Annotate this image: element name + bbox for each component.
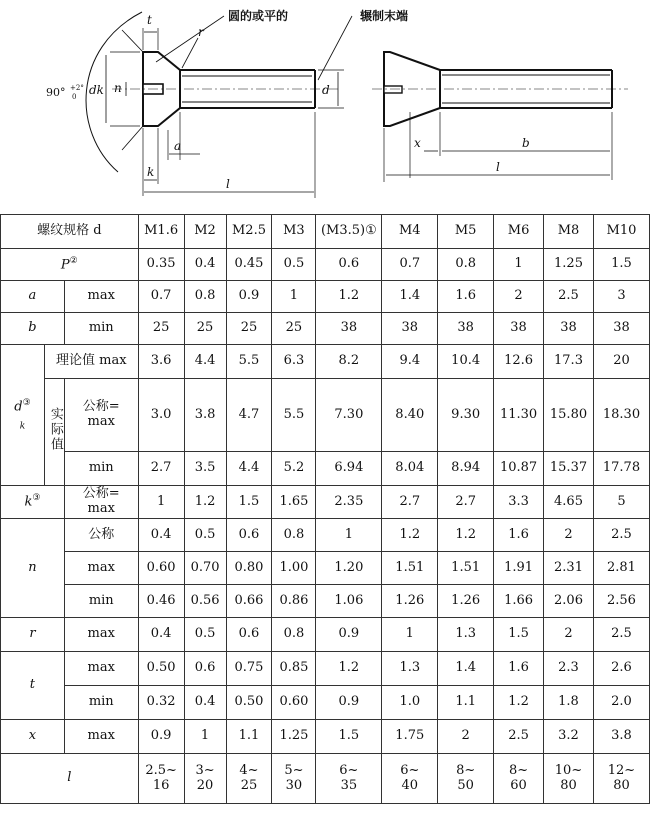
value-cell: 1.51: [382, 552, 438, 585]
value-cell: 20: [593, 345, 649, 379]
value-cell: 1.2: [438, 519, 494, 552]
value-cell: 0.6: [184, 652, 226, 686]
value-cell: 2: [544, 519, 594, 552]
value-cell: 17.78: [593, 452, 649, 486]
value-cell: 1.2: [316, 652, 382, 686]
value-cell: 1.51: [438, 552, 494, 585]
value-cell: 0.50: [226, 686, 272, 720]
value-cell: 2.81: [593, 552, 649, 585]
size-header-cell: M1.6: [138, 215, 184, 249]
b-row: [1, 313, 650, 345]
value-cell: 4.7: [226, 379, 272, 452]
value-cell: 3.6: [138, 345, 184, 379]
n-row-0: [1, 519, 650, 552]
value-cell: 1.66: [494, 585, 544, 618]
value-cell: 1.2: [184, 486, 226, 519]
value-cell: 0.85: [272, 652, 316, 686]
n-label-cell: n: [1, 519, 65, 618]
n-qual-cell: 公称: [64, 519, 138, 552]
dim-k-label: k: [147, 165, 155, 179]
value-cell: 3.3: [494, 486, 544, 519]
t-qual-cell: max: [64, 652, 138, 686]
dk-nominal-row: [1, 379, 650, 418]
value-cell: 10.4: [438, 345, 494, 379]
value-cell: 1: [138, 486, 184, 519]
t-row-0: [1, 652, 650, 686]
round-or-flat-label: 圆的或平的: [228, 9, 289, 23]
value-cell: 0.8: [438, 249, 494, 281]
b-qual-cell: min: [64, 313, 138, 345]
value-cell: 1.3: [382, 652, 438, 686]
value-cell: 15.37: [544, 452, 594, 486]
dk-actual-label-cell: 实际值: [44, 379, 64, 486]
size-header-cell: M10: [593, 215, 649, 249]
value-cell: 0.9: [316, 618, 382, 652]
l-range-cell: 5~ 30: [272, 754, 316, 804]
value-cell: 1.5: [593, 249, 649, 281]
value-cell: 9.4: [382, 345, 438, 379]
value-cell: 2.31: [544, 552, 594, 585]
a-label-cell: a: [1, 281, 65, 313]
value-cell: 2.7: [438, 486, 494, 519]
value-cell: 2: [494, 281, 544, 313]
value-cell: 1.6: [494, 519, 544, 552]
value-cell: 1.1: [438, 686, 494, 720]
value-cell: 38: [593, 313, 649, 345]
value-cell: 3.5: [184, 452, 226, 486]
value-cell: 3.8: [184, 379, 226, 452]
value-cell: 9.30: [438, 379, 494, 452]
value-cell: 15.80: [544, 379, 594, 452]
a-row: [1, 281, 650, 313]
value-cell: 2.0: [593, 686, 649, 720]
value-cell: 0.4: [184, 249, 226, 281]
r-row: [1, 618, 650, 652]
n-row-2: [1, 585, 650, 618]
dk-label-cell: d③ $_k$: [1, 345, 45, 486]
screw-technical-drawing: [0, 0, 650, 212]
l-range-cell: 3~ 20: [184, 754, 226, 804]
value-cell: 0.9: [226, 281, 272, 313]
value-cell: 0.6: [316, 249, 382, 281]
value-cell: 0.7: [138, 281, 184, 313]
dk-theory-label-cell: 理论值 max: [44, 345, 138, 379]
value-cell: 1.5: [494, 618, 544, 652]
value-cell: 2: [544, 618, 594, 652]
value-cell: 2.6: [593, 652, 649, 686]
value-cell: 2.5: [593, 618, 649, 652]
value-cell: 17.3: [544, 345, 594, 379]
value-cell: 0.60: [272, 686, 316, 720]
l-range-cell: 6~ 40: [382, 754, 438, 804]
value-cell: 1.4: [382, 281, 438, 313]
value-cell: 5.5: [226, 345, 272, 379]
value-cell: 2: [438, 720, 494, 754]
l-range-cell: 12~ 80: [593, 754, 649, 804]
value-cell: 0.4: [138, 519, 184, 552]
size-header-cell: M5: [438, 215, 494, 249]
value-cell: 3.2: [544, 720, 594, 754]
value-cell: 2.35: [316, 486, 382, 519]
x-row: [1, 720, 650, 754]
l-label-cell: l: [1, 754, 139, 804]
value-cell: 1.8: [544, 686, 594, 720]
value-cell: 10.87: [494, 452, 544, 486]
l-row: [1, 754, 650, 804]
value-cell: 4.4: [184, 345, 226, 379]
dim-t-label: t: [147, 13, 152, 27]
rolled-end-label: 辗制末端: [360, 9, 409, 23]
value-cell: 4.4: [226, 452, 272, 486]
value-cell: 38: [316, 313, 382, 345]
value-cell: 0.9: [316, 686, 382, 720]
value-cell: 5.5: [272, 379, 316, 452]
dk-min-row: [1, 452, 650, 486]
value-cell: 5: [593, 486, 649, 519]
value-cell: 0.6: [226, 618, 272, 652]
k-label-cell: k③: [1, 486, 65, 519]
value-cell: 1.5: [226, 486, 272, 519]
l-range-cell: 4~ 25: [226, 754, 272, 804]
value-cell: 2.7: [138, 452, 184, 486]
value-cell: 1.2: [316, 281, 382, 313]
value-cell: 0.56: [184, 585, 226, 618]
t-label-cell: t: [1, 652, 65, 720]
value-cell: 1.6: [494, 652, 544, 686]
a-qual-cell: max: [64, 281, 138, 313]
value-cell: 0.32: [138, 686, 184, 720]
angle-tol-plus: +2°: [70, 84, 84, 92]
value-cell: 0.35: [138, 249, 184, 281]
l-range-cell: 8~ 60: [494, 754, 544, 804]
value-cell: 3.8: [593, 720, 649, 754]
value-cell: 1.26: [382, 585, 438, 618]
value-cell: 1.5: [316, 720, 382, 754]
value-cell: 0.8: [184, 281, 226, 313]
value-cell: 1.06: [316, 585, 382, 618]
k-row: [1, 486, 650, 519]
value-cell: 0.4: [138, 618, 184, 652]
r-qual-cell: max: [64, 618, 138, 652]
value-cell: 0.4: [184, 686, 226, 720]
screw-side-view: [372, 52, 628, 182]
value-cell: 1.0: [382, 686, 438, 720]
value-cell: 1.2: [494, 686, 544, 720]
header-row: [1, 215, 650, 249]
value-cell: 1.75: [382, 720, 438, 754]
value-cell: 0.86: [272, 585, 316, 618]
value-cell: 25: [184, 313, 226, 345]
dk-min-label-cell: min: [64, 452, 138, 486]
size-header-cell: M4: [382, 215, 438, 249]
l-range-cell: 2.5~ 16: [138, 754, 184, 804]
screw-main-view: [86, 12, 352, 198]
value-cell: 1.1: [226, 720, 272, 754]
header-label-cell: 螺纹规格 d: [1, 215, 139, 249]
size-header-cell: M2.5: [226, 215, 272, 249]
x-label-cell: x: [1, 720, 65, 754]
value-cell: 1.3: [438, 618, 494, 652]
value-cell: 1.4: [438, 652, 494, 686]
value-cell: 3.0: [138, 379, 184, 452]
value-cell: 4.65: [544, 486, 594, 519]
size-header-cell: M3: [272, 215, 316, 249]
value-cell: 1.26: [438, 585, 494, 618]
dim-d-label: d: [322, 83, 330, 97]
value-cell: 0.5: [272, 249, 316, 281]
value-cell: 1.65: [272, 486, 316, 519]
dim-x-label: x: [414, 136, 421, 150]
value-cell: 2.5: [593, 519, 649, 552]
value-cell: 0.8: [272, 519, 316, 552]
value-cell: 2.56: [593, 585, 649, 618]
l-range-cell: 8~ 50: [438, 754, 494, 804]
value-cell: 0.7: [382, 249, 438, 281]
dim-b-label: b: [522, 136, 530, 150]
value-cell: 2.06: [544, 585, 594, 618]
dim-n-label: n: [114, 81, 122, 95]
value-cell: 1.2: [382, 519, 438, 552]
size-header-cell: M8: [544, 215, 594, 249]
angle-tol-zero: 0: [72, 93, 77, 101]
dk-nominal-label-cell: 公称= max: [64, 379, 138, 452]
dim-l-label: l: [226, 177, 230, 191]
value-cell: 0.70: [184, 552, 226, 585]
value-cell: 3: [593, 281, 649, 313]
pitch-label-cell: P②: [1, 249, 139, 281]
value-cell: 12.6: [494, 345, 544, 379]
angle-label: 90°: [46, 86, 66, 99]
spec-table: [0, 214, 650, 804]
t-qual-cell: min: [64, 686, 138, 720]
value-cell: 8.40: [382, 379, 438, 452]
n-qual-cell: min: [64, 585, 138, 618]
value-cell: 1.25: [544, 249, 594, 281]
value-cell: 1: [382, 618, 438, 652]
dk-theory-row: [1, 345, 650, 379]
value-cell: 2.7: [382, 486, 438, 519]
size-header-cell: (M3.5)①: [316, 215, 382, 249]
value-cell: 0.75: [226, 652, 272, 686]
dim-r-label: r: [198, 25, 204, 39]
dim-dk-label: dk: [89, 83, 104, 97]
value-cell: 2.5: [544, 281, 594, 313]
value-cell: 1: [494, 249, 544, 281]
value-cell: 25: [272, 313, 316, 345]
value-cell: 25: [138, 313, 184, 345]
value-cell: 25: [226, 313, 272, 345]
size-header-cell: M2: [184, 215, 226, 249]
l-range-cell: 6~ 35: [316, 754, 382, 804]
value-cell: 0.50: [138, 652, 184, 686]
size-header-cell: M6: [494, 215, 544, 249]
value-cell: 6.94: [316, 452, 382, 486]
value-cell: 5.2: [272, 452, 316, 486]
value-cell: 1: [184, 720, 226, 754]
value-cell: 18.30: [593, 379, 649, 452]
value-cell: 8.2: [316, 345, 382, 379]
n-qual-cell: max: [64, 552, 138, 585]
value-cell: 0.5: [184, 618, 226, 652]
value-cell: 38: [494, 313, 544, 345]
value-cell: 8.94: [438, 452, 494, 486]
value-cell: 1.25: [272, 720, 316, 754]
k-qual-cell: 公称= max: [64, 486, 138, 519]
value-cell: 0.45: [226, 249, 272, 281]
l-range-cell: 10~ 80: [544, 754, 594, 804]
value-cell: 1.20: [316, 552, 382, 585]
r-label-cell: r: [1, 618, 65, 652]
value-cell: 1.91: [494, 552, 544, 585]
n-row-1: [1, 552, 650, 585]
value-cell: 1: [272, 281, 316, 313]
value-cell: 38: [544, 313, 594, 345]
value-cell: 38: [382, 313, 438, 345]
value-cell: 8.04: [382, 452, 438, 486]
value-cell: 1.6: [438, 281, 494, 313]
t-row-1: [1, 686, 650, 720]
value-cell: 1.00: [272, 552, 316, 585]
value-cell: 7.30: [316, 379, 382, 452]
value-cell: 0.60: [138, 552, 184, 585]
value-cell: 2.5: [494, 720, 544, 754]
value-cell: 6.3: [272, 345, 316, 379]
dim-a-label: a: [174, 139, 182, 153]
pitch-row: [1, 249, 650, 281]
value-cell: 0.6: [226, 519, 272, 552]
value-cell: 11.30: [494, 379, 544, 452]
x-qual-cell: max: [64, 720, 138, 754]
value-cell: 2.3: [544, 652, 594, 686]
value-cell: 0.8: [272, 618, 316, 652]
value-cell: 38: [438, 313, 494, 345]
value-cell: 0.46: [138, 585, 184, 618]
value-cell: 1: [316, 519, 382, 552]
value-cell: 0.9: [138, 720, 184, 754]
dim-l-right-label: l: [496, 160, 500, 174]
value-cell: 0.5: [184, 519, 226, 552]
b-label-cell: b: [1, 313, 65, 345]
value-cell: 0.66: [226, 585, 272, 618]
value-cell: 0.80: [226, 552, 272, 585]
